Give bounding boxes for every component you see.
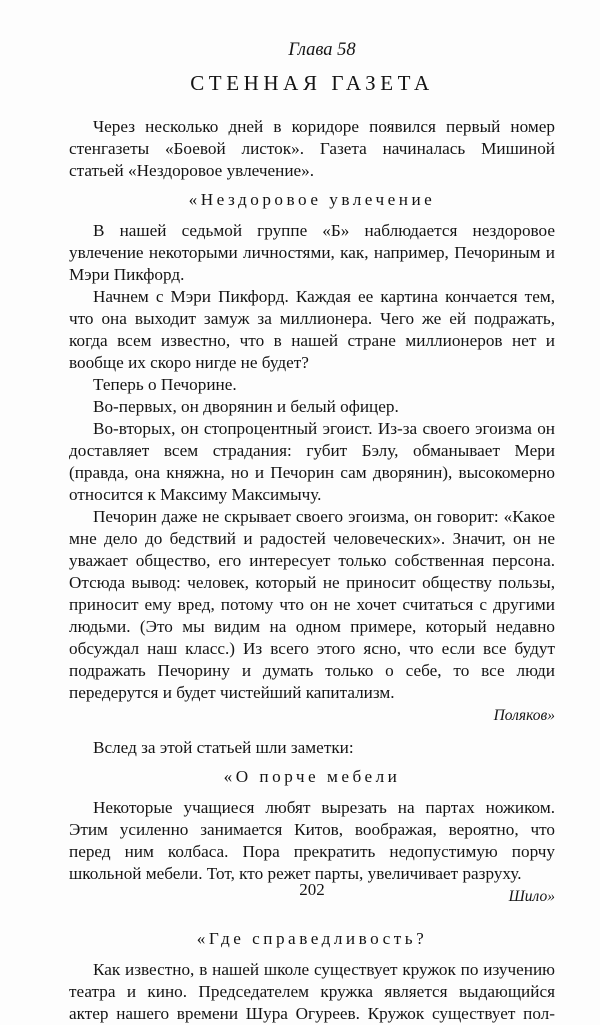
paragraph: Печорин даже не скрывает своего эгоизма, он говорит: «Какое мне дело до бедствий и радостей человеческих». Значит, он не уважает общество, его интересует только собственная персона. Отсюда вывод: человек, который не приносит обществу пользы, приносит ему вред, потому что он не хочет считаться с другими людьми. (Это мы видим на одном примере, который недавно обсуждал наш класс.) Из всего этого ясно, что если все будут подражать Печорину и думать только о себе, то все люди передерутся и будет чистейший капитализм.: [69, 507, 555, 702]
intro-paragraph: Через несколько дней в коридоре появился первый номер стенгазеты «Боевой листок». Газета начиналась Мишиной статьей «Нездоровое увлечение».: [69, 117, 555, 180]
paragraph: Теперь о Печорине.: [93, 375, 237, 394]
article-heading: «О порче мебели: [223, 767, 401, 786]
page-number: 202: [299, 880, 325, 899]
paragraph: Как известно, в нашей школе существует кружок по изучению театра и кино. Председателем кружка является выдающийся актер нашего времени Шура Огуреев. Кружок существует пол-: [69, 960, 555, 1023]
paragraph: В нашей седьмой группе «Б» наблюдается нездоровое увлечение некоторыми личностями, как, например, Печориным и Мэри Пикфорд.: [69, 221, 555, 284]
page-body: [69, 38, 555, 1025]
chapter-title: СТЕННАЯ ГАЗЕТА: [190, 71, 434, 95]
paragraph: Во-вторых, он стопроцентный эгоист. Из-за своего эгоизма он доставляет всем страдания: губит Бэлу, обманывает Мери (правда, она княжна, но и Печорин сам дворянин), высокомерно относится к Максиму Максимычу.: [69, 419, 555, 504]
transition-paragraph: Вслед за этой статьей шли заметки:: [93, 738, 354, 757]
paragraph: Некоторые учащиеся любят вырезать на партах ножиком. Этим усиленно занимается Китов, воображая, вероятно, что перед ним колбаса. Пора прекратить недопустимую порчу школьной мебели. Тот, кто режет парты, увеличивает разруху.: [69, 798, 555, 883]
paragraph: Во-первых, он дворянин и белый офицер.: [93, 397, 399, 416]
article-heading: «Где справедливость?: [196, 929, 428, 948]
paragraph: Начнем с Мэри Пикфорд. Каждая ее картина кончается тем, что она выходит замуж за миллионера. Чего же ей подражать, когда всем известно, что в нашей стране миллионеров нет и вообще их скоро нигде не будет?: [69, 287, 555, 372]
signature: Поляков»: [493, 707, 555, 724]
chapter-number: Глава 58: [288, 40, 356, 60]
signature: Шило»: [508, 888, 555, 905]
article-heading: «Нездоровое увлечение: [188, 190, 436, 209]
